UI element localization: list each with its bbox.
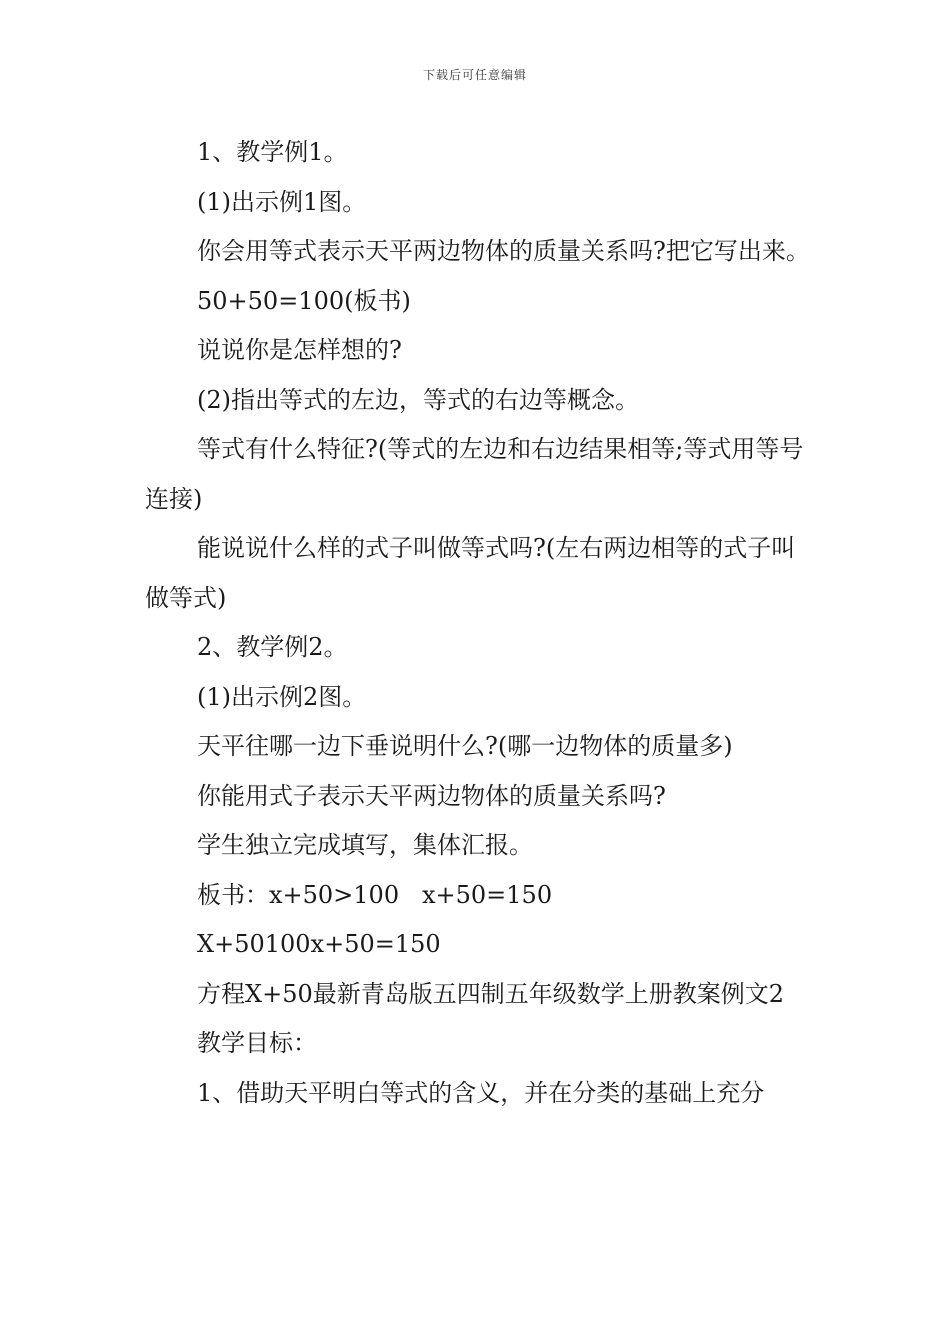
paragraph: 2、教学例2。 bbox=[197, 633, 348, 661]
paragraph: X+50100x+50=150 bbox=[197, 930, 441, 958]
paragraph: 教学目标： bbox=[197, 1029, 317, 1057]
paragraph: (1)出示例1图。 bbox=[197, 187, 367, 216]
paragraph: 方程X+50最新青岛版五四制五年级数学上册教案例文2 bbox=[197, 979, 785, 1008]
paragraph: (1)出示例2图。 bbox=[197, 682, 367, 711]
paragraph: 能说说什么样的式子叫做等式吗?(左右两边相等的式子叫做等式) bbox=[145, 534, 796, 612]
page-header: 下载后可任意编辑 bbox=[422, 68, 527, 82]
paragraph: 天平往哪一边下垂说明什么?(哪一边物体的质量多) bbox=[197, 732, 733, 760]
paragraph: 1、教学例1。 bbox=[197, 138, 348, 166]
paragraph: 学生独立完成填写，集体汇报。 bbox=[197, 831, 533, 859]
paragraph: 等式有什么特征?(等式的左边和右边结果相等;等式用等号连接) bbox=[145, 435, 804, 513]
paragraph: 50+50=100(板书) bbox=[197, 286, 411, 315]
paragraph: 你会用等式表示天平两边物体的质量关系吗?把它写出来。 bbox=[197, 237, 810, 265]
paragraph: 板书：x+50>100 x+50=150 bbox=[197, 880, 553, 909]
paragraph: (2)指出等式的左边，等式的右边等概念。 bbox=[197, 385, 639, 414]
paragraph: 你能用式子表示天平两边物体的质量关系吗? bbox=[197, 781, 666, 810]
document-body bbox=[145, 128, 810, 1118]
paragraph: 说说你是怎样想的? bbox=[197, 336, 402, 364]
paragraph: 1、借助天平明白等式的含义，并在分类的基础上充分 bbox=[197, 1078, 765, 1107]
